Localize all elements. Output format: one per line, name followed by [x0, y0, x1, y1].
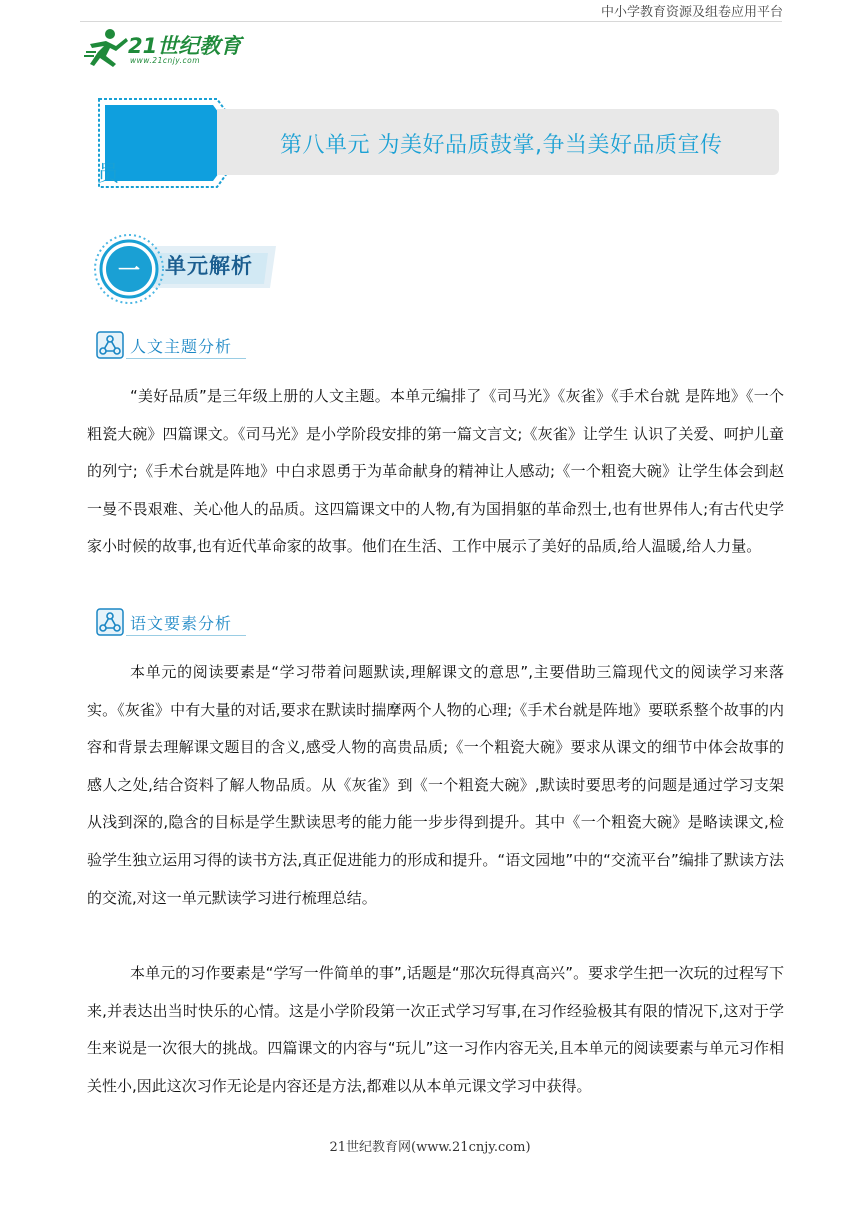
subhead-humanities-label: 人文主题分析 — [130, 337, 233, 356]
header-divider — [80, 21, 782, 22]
subhead-language — [96, 608, 256, 638]
molecule-icon — [96, 331, 124, 359]
page-footer: 21世纪教育网(www.21cnjy.com) — [329, 1140, 531, 1155]
unit-title-overflow: 员 — [97, 162, 119, 187]
runner-logo-icon — [82, 26, 130, 68]
section-number: 一 — [117, 259, 140, 284]
site-logo — [82, 26, 252, 68]
subhead-humanities — [96, 331, 256, 361]
humanities-paragraph: “美好品质”是三年级上册的人文主题。本单元编排了《司马光》《灰雀》《手术台就 是阵地》《一个粗瓷大碗》四篇课文。《司马光》是小学阶段安排的第一篇文言文;《灰雀》让学生 认识了关爱、呵护儿童的列宁;《手术台就是阵地》中白求恩勇于为革命献身的精神让人感动;《一个粗瓷大碗》让学生体会到赵一曼不畏艰难、关心他人的品质。这四篇课文中的人物,有为国捐躯的革命烈士,也有世界伟人;有古代史学家小时候的故事,也有近代革命家的故事。他们在生活、工作中展示了美好的品质,给人温暖,给人力量。 — [87, 387, 784, 556]
reading-element-paragraph: 本单元的阅读要素是“学习带着问题默读,理解课文的意思”,主要借助三篇现代文的阅读学习来落实。《灰雀》中有大量的对话,要求在默读时揣摩两个人物的心理;《手术台就是阵地》要联系整个故事的内容和背景去理解课文题目的含义,感受人物的高贵品质;《一个粗瓷大碗》要求从课文的细节中体会故事的感人之处,结合资料了解人物品质。从《灰雀》到《一个粗瓷大碗》,默读时要思考的问题是通过学习支架从浅到深的,隐含的目标是学生默读思考的能力能一步步得到提升。其中《一个粗瓷大碗》是略读课文,检验学生独立运用习得的读书方法,真正促进能力的形成和提升。“语文园地”中的“交流平台”编排了默读方法的交流,对这一单元默读学习进行梳理总结。 — [87, 663, 784, 907]
section-badge — [92, 232, 278, 306]
subhead-underline — [126, 358, 246, 359]
writing-element-paragraph: 本单元的习作要素是“学写一件简单的事”,话题是“那次玩得真高兴”。要求学生把一次玩的过程写下来,并表达出当时快乐的心情。这是小学阶段第一次正式学习写事,在习作经验极其有限的情况下,这对于学生来说是一次很大的挑战。四篇课文的内容与“玩儿”这一习作内容无关,且本单元的阅读要素与单元习作相关性小,因此这次习作无论是内容还是方法,都难以从本单元课文学习中获得。 — [87, 964, 784, 1095]
logo-url-text: www.21cnjy.com — [130, 56, 201, 65]
section-label: 单元解析 — [165, 254, 253, 278]
molecule-icon — [96, 608, 124, 636]
subhead-language-label: 语文要素分析 — [130, 614, 233, 633]
unit-title: 第八单元 为美好品质鼓掌,争当美好品质宣传 — [280, 133, 723, 158]
header-platform-text: 中小学教育资源及组卷应用平台 — [600, 5, 783, 20]
subhead-underline — [126, 635, 246, 636]
logo-brand-text: 21世纪教育 — [128, 34, 242, 58]
